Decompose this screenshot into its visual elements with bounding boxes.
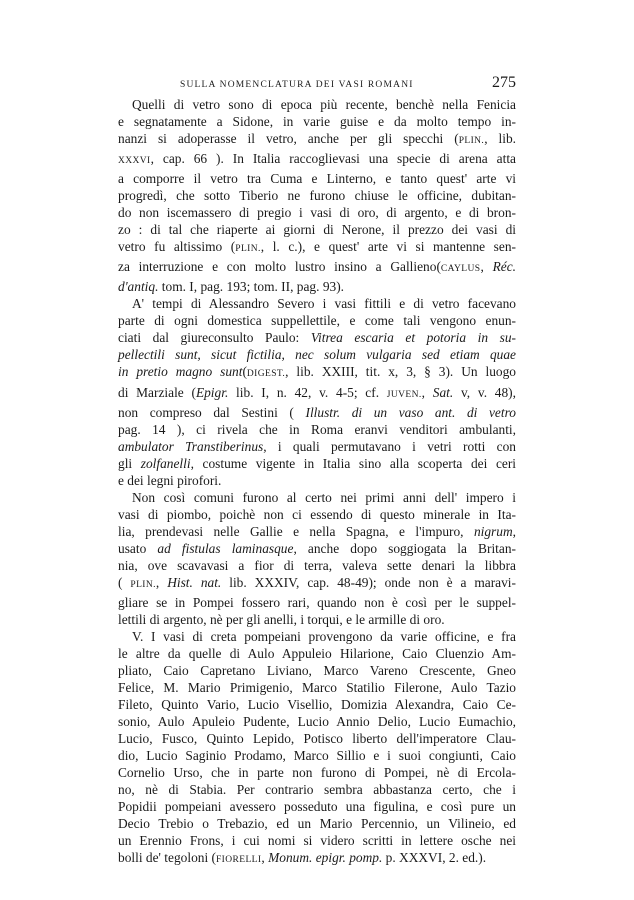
text-segment: , — [155, 574, 168, 590]
text-segment: ( — [118, 574, 131, 590]
italic-text: ambulator Transtiberinus — [118, 438, 264, 454]
text-line — [118, 489, 516, 506]
citation-smallcaps: PLIN. — [458, 136, 485, 147]
text-line — [118, 798, 516, 815]
text-line — [118, 204, 516, 221]
text-segment: , l. c.), e quest' arte vi si mantenne sen- — [260, 239, 516, 255]
text-segment: non compreso dal Sestini ( — [118, 404, 306, 420]
text-segment: , lib. — [484, 131, 516, 147]
text-segment: e segnatamente a Sidone, in varie guise e da molto tempo in- — [118, 114, 516, 130]
text-segment: Cornelio Urso, che in parte non furono di Pompei, nè di Ercola- — [118, 765, 516, 781]
citation-smallcaps: FIORELLI — [216, 855, 262, 866]
italic-text: Hist. nat. — [167, 574, 222, 590]
text-segment: tom. I, pag. 193; tom. II, pag. 93). — [158, 279, 345, 295]
text-line — [118, 278, 516, 295]
italic-text: Sat. — [432, 384, 454, 400]
text-line — [118, 438, 516, 455]
text-line — [118, 679, 516, 696]
text-segment: gli — [118, 455, 141, 471]
text-line — [118, 404, 516, 421]
text-segment: lib. I, n. 42, v. 4-5; cf. — [228, 384, 387, 400]
text-line — [118, 713, 516, 730]
text-segment: sonio, Aulo Apuleio Pudente, Lucio Annio Delio, Lucio Eumachio, — [118, 714, 516, 730]
text-segment: Lucio, Fusco, Quinto Lepido, Potisco liberto dell'imperatore Clau- — [118, 731, 516, 747]
text-segment: gliare se in Pompei fossero rari, quando non è così per le suppel- — [118, 594, 516, 610]
text-segment: , anche dopo soggiogata la Britan- — [293, 540, 516, 556]
text-line — [118, 730, 516, 747]
text-segment: dio, Lucio Saginio Prodamo, Marco Sillio e i suoi congiunti, Caio — [118, 748, 516, 764]
text-segment: no, nè di Stabia. Per contrario sembra abbastanza certo, che i — [118, 782, 516, 798]
text-line — [118, 628, 516, 645]
text-line — [118, 421, 516, 438]
italic-text: zolfanelli — [140, 455, 191, 471]
text-segment: , — [480, 259, 493, 275]
italic-text: ad fistulas laminasque — [157, 540, 294, 556]
text-line — [118, 295, 516, 312]
italic-text: Monum. epigr. pomp. — [268, 850, 383, 866]
text-segment: usato — [118, 540, 158, 556]
text-segment: , i quali permutavano i vetri rotti con — [263, 438, 516, 454]
text-segment: pliato, Caio Capretano Liviano, Marco Vareno Crescente, Gneo — [118, 663, 516, 678]
paragraph — [118, 628, 516, 869]
page-number: 275 — [492, 74, 516, 91]
text-segment: V. I vasi di creta pompeiani provengono da varie officine, e fra — [132, 628, 516, 644]
text-line — [118, 96, 516, 113]
text-segment: progredì, che sotto Tiberio ne furono chiuse le officine, dubitan- — [118, 188, 516, 204]
paragraph — [118, 489, 516, 628]
text-segment: vasi di piombo, poichè non ci essendo di questo minerale in Ita- — [118, 506, 516, 522]
text-line — [118, 130, 516, 150]
text-segment: v, v. 48), — [453, 384, 516, 400]
text-line — [118, 764, 516, 781]
text-line — [118, 312, 516, 329]
text-segment: , lib. XXIII, tit. x, 3, § 3). Un luogo — [285, 364, 516, 380]
text-line — [118, 346, 516, 363]
text-segment: nanzi si adoperasse il vetro, anche per gli specchi ( — [118, 131, 459, 147]
text-line — [118, 696, 516, 713]
italic-text: nigrum — [473, 523, 513, 539]
paragraph — [118, 96, 516, 295]
text-line — [118, 113, 516, 130]
text-segment: un Erennio Frons, i cui nomi si videro scritti in lettere osche nei — [118, 833, 516, 849]
text-segment: lib. XXXIV, cap. 48-49); onde non è a maravi- — [221, 574, 516, 590]
text-line — [118, 849, 516, 869]
italic-text: Epigr. — [195, 384, 229, 400]
text-segment: do non iscemassero di pregio i vasi di oro, di argento, e di bron- — [118, 205, 516, 221]
text-segment: bolli de' tegoloni ( — [118, 850, 216, 866]
text-segment: Felice, M. Mario Primigenio, Marco Statilio Filerone, Aulo Tazio — [118, 680, 516, 696]
text-line — [118, 506, 516, 523]
text-line — [118, 557, 516, 574]
italic-text: pellectili sunt, sicut fictilia, nec solum vulgaria sed etiam quae — [118, 347, 516, 363]
text-segment: Fileto, Quinto Vario, Lucio Visellio, Domizia Alexandra, Caio Ce- — [118, 697, 516, 713]
italic-text: Illustr. di un vaso ant. di vetro — [305, 404, 516, 420]
citation-smallcaps: PLIN. — [235, 244, 261, 255]
text-line — [118, 540, 516, 557]
page-header — [118, 74, 516, 94]
citation-smallcaps: XXXVI — [118, 156, 151, 167]
citation-smallcaps: JUVEN. — [386, 389, 422, 400]
text-segment: , — [261, 850, 269, 866]
text-line — [118, 187, 516, 204]
text-segment: , — [512, 523, 516, 539]
text-segment: lia, prendevasi nelle Gallie e nella Spagna, e l'impuro, — [118, 523, 474, 539]
text-segment: le altre da quelle di Aulo Appuleio Hilarione, Caio Cluenzio Am- — [118, 645, 516, 661]
text-segment: zo : di tal che riaperte ai giorni di Nerone, il prezzo dei vasi di — [118, 222, 516, 238]
text-segment: di Marziale ( — [118, 384, 196, 400]
italic-text: Vitrea escaria et potoria in su- — [310, 330, 516, 346]
text-line — [118, 472, 516, 489]
text-segment: za interruzione e con molto lustro insino a Gallieno( — [118, 259, 441, 275]
text-segment: a comporre il vetro tra Cuma e Linterno, e tanto quest' arte vi — [118, 171, 516, 187]
text-line — [118, 645, 516, 662]
text-line — [118, 329, 516, 346]
text-line — [118, 523, 516, 540]
text-segment: e dei legni pirofori. — [118, 472, 222, 488]
text-line — [118, 781, 516, 798]
text-segment: lettili di argento, nè per gli anelli, i torqui, e le armille di oro. — [118, 611, 445, 627]
text-segment: , — [421, 384, 433, 400]
text-segment: parte di ogni domestica suppellettile, e come tali vengono enun- — [118, 313, 516, 329]
text-segment: Popidii pompeiani avessero posseduto una figulina, e così pure un — [118, 799, 516, 815]
text-segment: p. XXXVI, 2. ed.). — [382, 850, 487, 866]
paragraph — [118, 295, 516, 488]
citation-smallcaps: DIGEST. — [246, 369, 286, 380]
italic-text: in pretio magno sunt — [118, 364, 243, 380]
text-line — [118, 662, 516, 679]
text-line — [118, 455, 516, 472]
italic-text: Réc. — [492, 259, 516, 275]
text-segment: nia, ove scavavasi a fior di terra, valeva sette denari la libbra — [118, 557, 516, 573]
text-line — [118, 258, 516, 278]
text-segment: , costume vigente in Italia sino alla scoperta dei ceri — [190, 455, 517, 471]
text-line — [118, 150, 516, 170]
citation-smallcaps: CAYLUS — [440, 264, 481, 275]
text-segment: , cap. 66 ). In Italia raccoglievasi una specie di arena atta — [150, 151, 516, 167]
text-segment: A' tempi di Alessandro Severo i vasi fittili e di vetro facevano — [132, 296, 516, 312]
text-line — [118, 170, 516, 187]
body-text — [118, 96, 516, 869]
running-title: SULLA NOMENCLATURA DEI VASI ROMANI — [180, 80, 414, 90]
text-line — [118, 384, 516, 404]
text-line — [118, 611, 516, 628]
text-line — [118, 747, 516, 764]
text-segment: Non così comuni furono al certo nei primi anni dell' impero i — [132, 489, 516, 505]
text-line — [118, 574, 516, 594]
text-segment: ( — [242, 364, 247, 380]
text-line — [118, 221, 516, 238]
text-line — [118, 815, 516, 832]
text-segment: Quelli di vetro sono di epoca più recente, benchè nella Fenicia — [132, 97, 516, 112]
text-line — [118, 594, 516, 611]
citation-smallcaps: PLIN. — [130, 579, 156, 590]
text-segment: pag. 14 ), ci rivela che in Roma eranvi venditori ambulanti, — [118, 421, 516, 437]
text-segment: ciati dal giureconsulto Paulo: — [118, 330, 311, 346]
text-line — [118, 238, 516, 258]
text-line — [118, 832, 516, 849]
text-line — [118, 363, 516, 383]
text-segment: Decio Trebio o Trebazio, ed un Mario Percennio, un Vilineio, ed — [118, 816, 516, 832]
text-segment: vetro fu altissimo ( — [118, 239, 236, 255]
italic-text: d'antiq. — [118, 279, 159, 295]
